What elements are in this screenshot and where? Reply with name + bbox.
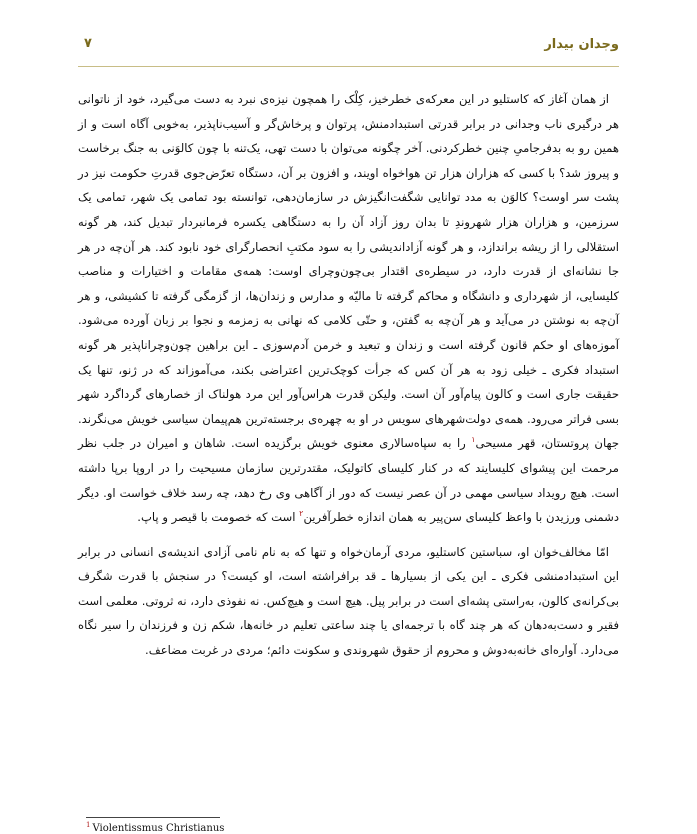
running-title: وجدان بیدار [544,37,619,52]
body-text [78,87,619,663]
footnote-mark: 1 [86,820,91,829]
header-divider [78,66,619,67]
paragraph-1 [78,87,619,530]
footnote-divider [86,817,220,818]
paragraph-1-text-c: است که خصومت با قیصر و پاپ. [137,510,300,525]
paragraph-2: امّا مخالف‌خوان او، سباستین کاستلیو، مردی آرمان‌خواه و تنها که به نام نامی آزادی اندیشه‌ی انسانی در برابر این استبدادمنشی فکری ـ این یکی از بسیارها ـ قد برافراشته است، او کیست؟ در سنجش با قدرت شگرف بی‌کرانه‌ی کالون، به‌راستی پشه‌ای است در برابر پیل. هیچ است و هیچ‌کس. نه نفوذی دارد، نه ثروتی. معلمی است فقیر و دست‌به‌دهان که هر چند گاه با ترجمه‌ای یا چند ساعتی تعلیم در خانه‌ها، شکم زن و فرزندان را سیر نگاه می‌دارد. آواره‌ای خانه‌به‌دوش و محروم از حقوق شهروندی و سکونت دائم؛ مردی در غربت مضاعف. [78,544,619,658]
footnote-reference-1[interactable]: ۱ [471,435,476,445]
paragraph-1-text-a: از همان آغاز که کاستلیو در این معرکه‌ی خطرخیز، کِلْک را همچون نیزه‌ی نبرد به دست می‌گیرد، خود از ناتوانی هر درگیری ناب وجدانی در برابر قدرتی استبدادمنش، پرتوان و پرخاش‌گر و آسیب‌ناپذیر، به‌خوبی آگاه است و از همین رو به بدفرجامیِ چنین خطرکردنی. آخر چگونه می‌توان با دست تهی، یک‌تنه با چون کالوَنی به جنگ برخاست و پیروز شد؟ با کسی که هزاران هزار تن هواخواه اویند، و افزون بر آن، دستگاه تعرّض‌جوی قدرتِ حکومت نیز در پشت سر اوست؟ کالوَن به مدد توانایی شگفت‌انگیزش در سازمان‌دهی، توانسته بود تمامی یک شهر، تمامی یک سرزمین، و هزاران هزار شهروندِ تا بدان روز آزاد آن را به دستگاهی یکسره فرمانبردار تبدیل کند، هر گونه استقلالی را از ریشه براندازد، و هر گونه آزاداندیشی را به سود مکتبِ انحصارگرای خود نابود کند. هر آن‌چه در هر جا نشانه‌ای از قدرت دارد، در سیطره‌ی اقتدار بی‌چون‌وچرای اوست: همه‌ی مقامات و اختیارات و مناصب کلیسایی، از شهرداری و دانشگاه و محاکم گرفته تا مالیّه و مدارس و زندان‌ها، از گزمگی گرفته تا کشیشی، و هر آن‌چه به نوشتن در می‌آید و هر آن‌چه به گفتن، و حتّی کلامی که نهانی به زمزمه و نجوا بر زبان آورده می‌شود. آموزه‌های او حکم قانون گرفته است و زندان و تبعید و خرمن آدم‌سوزی ـ این براهین چون‌وچراناپذیر هر گونه استبداد فکری ـ خیلی زود به هر آن کس که جرأت کوچک‌ترین اعتراضی بکند، می‌آموزاند که در ژنو، تنها یک حقیقت جاری است و کالون پیام‌آور آن است. ولیکن قدرت هراس‌آور این مرد هولناک از خصارهای گرداگرد شهر بسی فراتر می‌رود. همه‌ی دولت‌شهرهای سویس در او به چهره‌ی برجسته‌ترین هم‌پیمان سیاسی خویش می‌نگرند. جهان پروتستان، قهر مسیحی [78,92,619,451]
page-number: ۷ [84,36,92,51]
paragraph-1-text-b: را به سپاه‌سالاری معنوی خویش برگزیده است. شاهان و امیران در جلب نظر مرحمت این پیشوای کلیسایند که در کنار کلیسای کاتولیک، مقتدرترین سازمان مسیحیت را در اروپا برپا داشته است. هیچ رویداد سیاسی مهمی در آن عصر نیست که دور از آگاهی وی رخ دهد، چه رسد خلاف خواست او. دیگر دشمنی ورزیدن با واعظ کلیسای سن‌پیر به همان اندازه خطرآفرین [78,436,619,525]
footnote [86,820,225,834]
footnote-text: Violentissmus Christianus [92,823,225,834]
footnote-reference-2[interactable]: ۲ [299,509,304,519]
